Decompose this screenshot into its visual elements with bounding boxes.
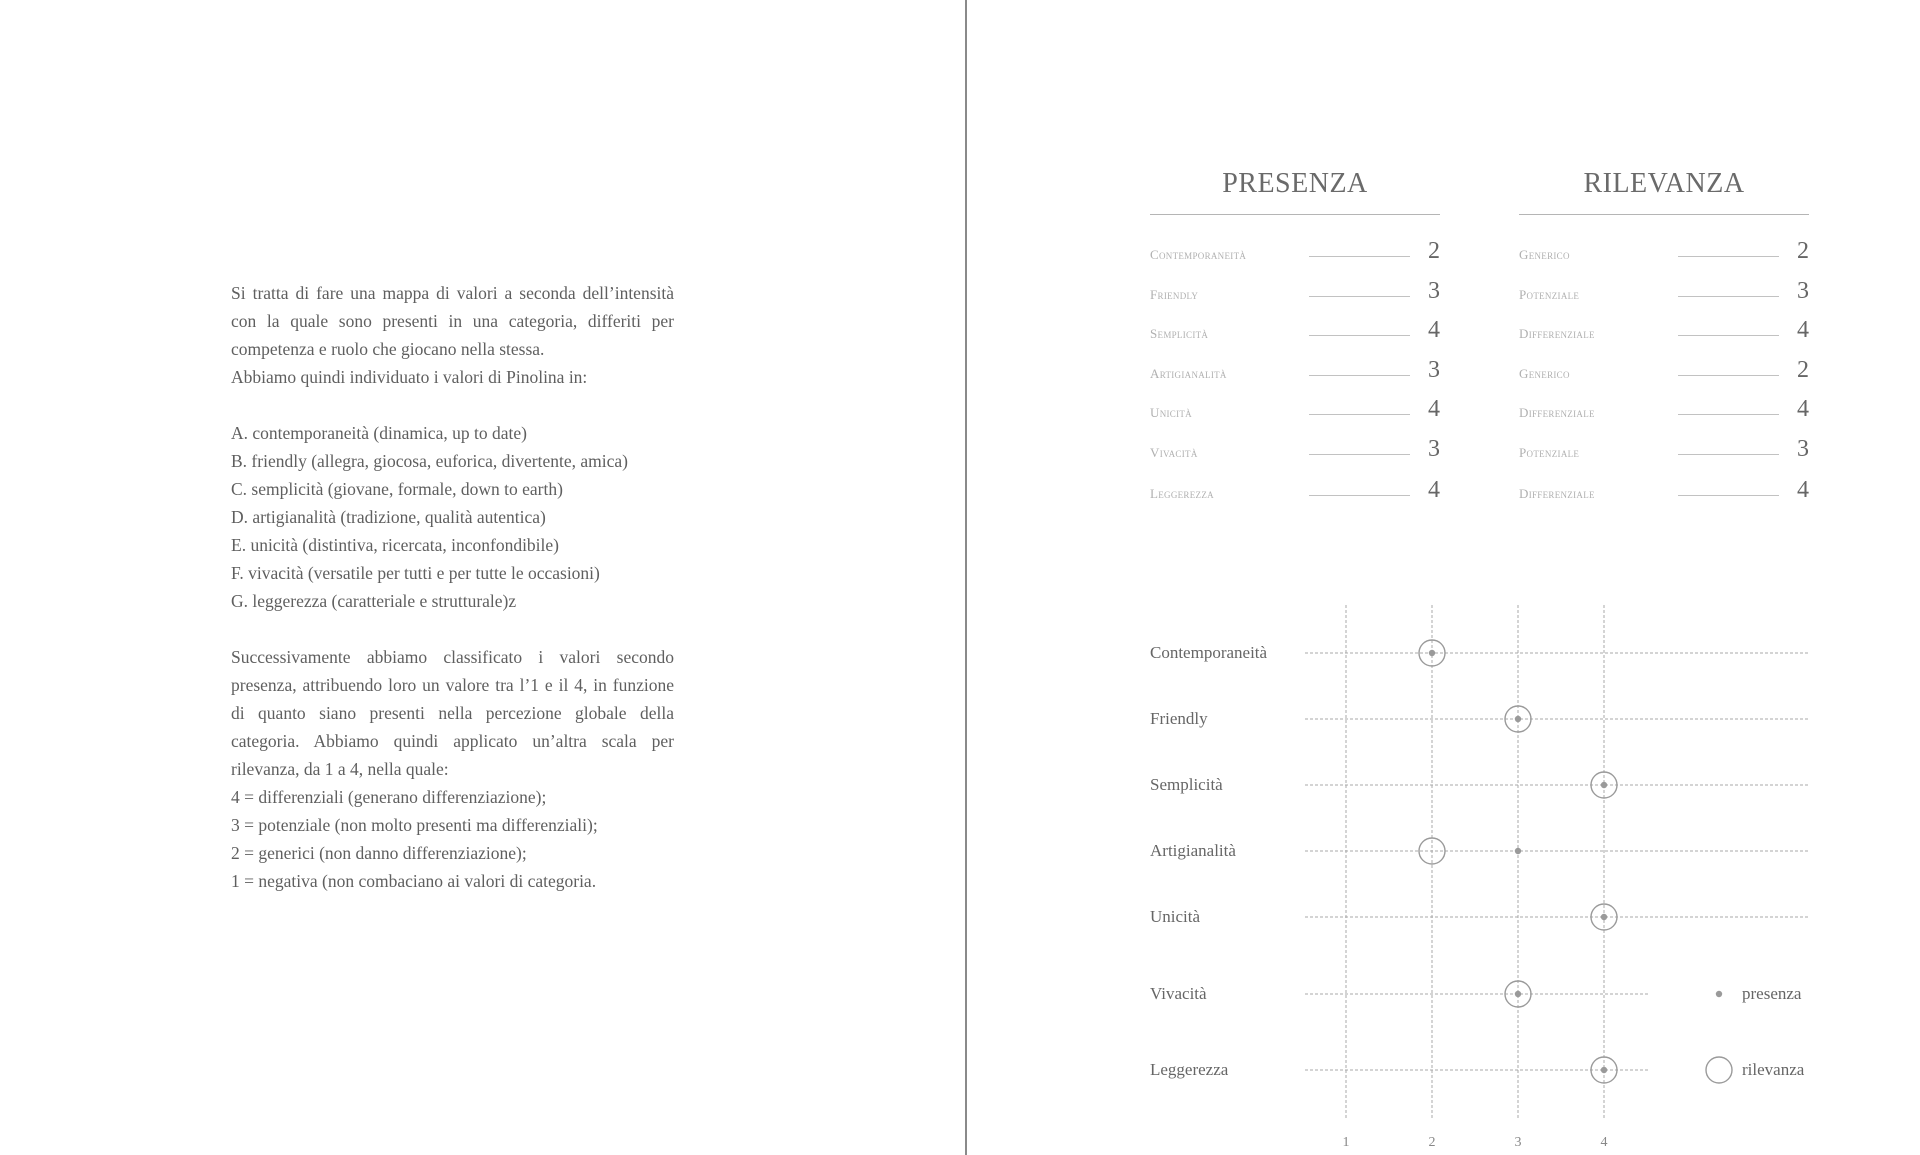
- table-row: [1150, 391, 1440, 423]
- values-map-chart: [1140, 595, 1920, 1155]
- category-label: Contemporaneità: [1150, 643, 1268, 662]
- x-tick-label: 1: [1342, 1135, 1350, 1150]
- presenza-table: [1150, 162, 1440, 525]
- leader-line: [1678, 454, 1779, 455]
- x-tick-label: 2: [1428, 1135, 1436, 1150]
- table-row: [1519, 273, 1809, 305]
- presenza-marker: [1601, 1067, 1607, 1073]
- row-value: 3: [1428, 278, 1440, 304]
- x-tick-label: 4: [1600, 1135, 1608, 1150]
- presenza-rows: [1150, 215, 1440, 525]
- leader-line: [1678, 495, 1779, 496]
- leader-line: [1309, 256, 1410, 257]
- x-tick-label: 3: [1514, 1135, 1522, 1150]
- category-label: Semplicità: [1150, 775, 1223, 794]
- row-value: 2: [1428, 238, 1440, 264]
- leader-line: [1309, 495, 1410, 496]
- table-row: [1150, 472, 1440, 504]
- legend-rilevanza-marker: [1706, 1057, 1732, 1083]
- table-row: [1150, 233, 1440, 265]
- leader-line: [1678, 414, 1779, 415]
- row-label: Generico: [1519, 247, 1570, 262]
- row-label: Semplicità: [1150, 326, 1209, 341]
- row-label: Differenziale: [1519, 326, 1595, 341]
- row-label: Differenziale: [1519, 405, 1595, 420]
- row-label: Differenziale: [1519, 486, 1595, 501]
- leader-line: [1309, 414, 1410, 415]
- list-item: 2 = generici (non danno differenziazione);: [231, 843, 527, 863]
- row-value: 3: [1797, 436, 1809, 462]
- leader-line: [1309, 296, 1410, 297]
- row-value: 4: [1797, 396, 1809, 422]
- row-value: 2: [1797, 357, 1809, 383]
- row-label: Generico: [1519, 366, 1570, 381]
- values-list: [231, 419, 674, 615]
- category-label: Vivacità: [1150, 984, 1207, 1003]
- legend-label: presenza: [1742, 984, 1802, 1003]
- intro-paragraph: Si tratta di fare una mappa di valori a seconda dell’intensità con la quale sono presenti in una categoria, differiti per competenza e ruolo che giocano nella stessa.: [231, 283, 674, 359]
- table-row: [1519, 391, 1809, 423]
- presenza-marker: [1429, 650, 1435, 656]
- leader-line: [1678, 335, 1779, 336]
- rilevanza-rows: [1519, 215, 1809, 525]
- row-label: Contemporaneità: [1150, 247, 1247, 262]
- presenza-marker: [1601, 782, 1607, 788]
- row-value: 2: [1797, 238, 1809, 264]
- legend-label: rilevanza: [1742, 1060, 1805, 1079]
- list-item: C. semplicità (giovane, formale, down to earth): [231, 479, 563, 499]
- leader-line: [1309, 454, 1410, 455]
- row-label: Potenziale: [1519, 287, 1580, 302]
- rilevanza-table: [1519, 162, 1809, 525]
- row-value: 4: [1428, 396, 1440, 422]
- presenza-marker: [1601, 914, 1607, 920]
- row-value: 3: [1428, 357, 1440, 383]
- leader-line: [1309, 335, 1410, 336]
- row-value: 3: [1428, 436, 1440, 462]
- table-row: [1519, 431, 1809, 463]
- row-value: 3: [1797, 278, 1809, 304]
- row-label: Leggerezza: [1150, 486, 1214, 501]
- table-row: [1519, 312, 1809, 344]
- row-value: 4: [1428, 317, 1440, 343]
- category-label: Leggerezza: [1150, 1060, 1229, 1079]
- category-label: Unicità: [1150, 907, 1201, 926]
- row-label: Friendly: [1150, 287, 1199, 302]
- row-label: Vivacità: [1150, 445, 1198, 460]
- row-label: Artigianalità: [1150, 366, 1227, 381]
- category-label: Friendly: [1150, 709, 1208, 728]
- table-row: [1150, 312, 1440, 344]
- presenza-marker: [1515, 716, 1521, 722]
- row-label: Potenziale: [1519, 445, 1580, 460]
- table-row: [1150, 352, 1440, 384]
- table-row: [1150, 273, 1440, 305]
- scale-list: [231, 783, 674, 895]
- method-paragraph: Successivamente abbiamo classificato i valori secondo presenza, attribuendo loro un valore tra l’1 e il 4, in funzione di quanto siano presenti nella percezione globale della categoria. Abbiamo quindi applicato un’altra scala per rilevanza, da 1 a 4, nella quale:: [231, 647, 674, 779]
- leader-line: [1678, 375, 1779, 376]
- presenza-title: PRESENZA: [1222, 168, 1368, 199]
- left-page-text: [231, 279, 674, 895]
- list-item: E. unicità (distintiva, ricercata, inconfondibile): [231, 535, 560, 555]
- list-item: G. leggerezza (caratteriale e strutturale)z: [231, 591, 517, 611]
- list-item: A. contemporaneità (dinamica, up to date): [231, 423, 527, 443]
- table-row: [1519, 472, 1809, 504]
- rilevanza-title: RILEVANZA: [1583, 168, 1745, 199]
- category-label: Artigianalità: [1150, 841, 1236, 860]
- list-item: 1 = negativa (non combaciano ai valori di categoria.: [231, 871, 597, 891]
- list-item: B. friendly (allegra, giocosa, euforica, divertente, amica): [231, 451, 628, 471]
- row-value: 4: [1797, 477, 1809, 503]
- list-item: 3 = potenziale (non molto presenti ma differenziali);: [231, 815, 598, 835]
- presenza-marker: [1515, 991, 1521, 997]
- row-label: Unicità: [1150, 405, 1192, 420]
- table-row: [1519, 352, 1809, 384]
- intro-line: Abbiamo quindi individuato i valori di Pinolina in:: [231, 367, 588, 387]
- table-row: [1150, 431, 1440, 463]
- list-item: F. vivacità (versatile per tutti e per tutte le occasioni): [231, 563, 600, 583]
- leader-line: [1309, 375, 1410, 376]
- leader-line: [1678, 256, 1779, 257]
- list-item: D. artigianalità (tradizione, qualità autentica): [231, 507, 546, 527]
- row-value: 4: [1428, 477, 1440, 503]
- row-value: 4: [1797, 317, 1809, 343]
- legend-presenza-marker: [1716, 991, 1722, 997]
- presenza-marker: [1515, 848, 1521, 854]
- leader-line: [1678, 296, 1779, 297]
- list-item: 4 = differenziali (generano differenziazione);: [231, 787, 547, 807]
- page-divider: [965, 0, 967, 1155]
- table-row: [1519, 233, 1809, 265]
